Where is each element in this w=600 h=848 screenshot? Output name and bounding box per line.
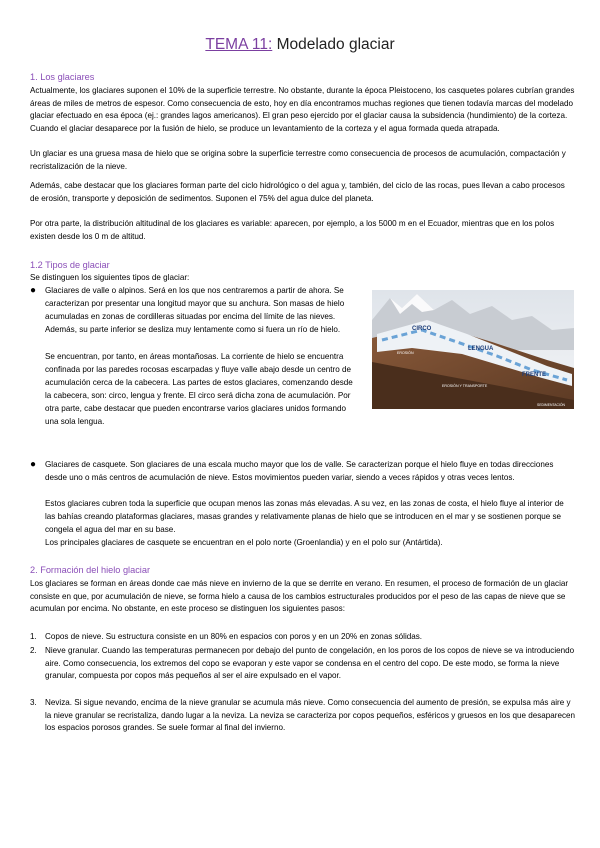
paragraph-glaciares-4: Por otra parte, la distribución altitudinal de los glaciares es variable: aparecen, por ejemplo, a los 5000 m en el Ecuador, mientras que en los polos existen desde los 0 m de altitud. xyxy=(30,219,555,241)
label-transporte: EROSIÓN Y TRANSPORTE xyxy=(442,384,488,388)
section-heading-glaciares: 1. Los glaciares xyxy=(30,72,95,82)
bullet-valle-cont: Se encuentran, por tanto, en áreas montañosas. La corriente de hielo se encuentra confinada por las paredes rocosas escarpadas y fluye valle abajo desde un centro de acumulación cerca de la cabecera. Las partes de estos glaciares, comenzando desde la cabecera, son: circo, lengua y frente. El circo será dicha zona de acumulación. Por otra parte, cabe destacar que pueden encontrarse varios glaciares unidos formando una sola lengua. xyxy=(45,352,353,426)
section-heading-tipos: 1.2 Tipos de glaciar xyxy=(30,260,110,270)
title-number: TEMA 11: xyxy=(205,36,273,53)
list-item-nieve-granular: Nieve granular. Cuando las temperaturas permanecen por debajo del punto de congelación, en los poros de los copos de nieve se va introduciendo aire. Como consecuencia, los extremos del copo se evaporan y este vapor se condensa en el centro del copo. De este modo, se forma la nieve granular, compuesta por copos más pequeños al ser el aire expulsado en el vapor. xyxy=(45,646,575,681)
paragraph-glaciares-2: Un glaciar es una gruesa masa de hielo que se origina sobre la superficie terrestre como consecuencia de procesos de acumulación, compactación y recristalización de la nieve. xyxy=(30,149,566,171)
paragraph-formacion: Los glaciares se forman en áreas donde cae más nieve en invierno de la que se derrite en verano. En resumen, el proceso de formación de un glaciar consiste en que, por acumulación de nieve, se forma hielo a causa de los cambios estructurales producidos por el peso de las capas de nieve que se acumulan por encima. No obstante, en este proceso se distinguen los siguientes pasos: xyxy=(30,579,569,614)
tipos-intro: Se distinguen los siguientes tipos de glaciar: xyxy=(30,273,190,282)
glacier-diagram-illustration xyxy=(372,290,574,409)
bullet-casquete-cont: Estos glaciares cubren toda la superficie que ocupan menos las zonas más elevadas. A su vez, en las zonas de costa, el hielo fluye al interior de las bahías creando plataformas glaciares, masas grandes y relativamente planas de hielo que se introducen en el mar y se sostienen porque se congela el agua del mar en su base. xyxy=(45,499,564,534)
bullet-marker: ● xyxy=(30,285,37,296)
bullet-casquete-polos: Los principales glaciares de casquete se encuentran en el polo norte (Groenlandia) y en el polo sur (Antártida). xyxy=(45,538,443,547)
list-number: 1. xyxy=(30,632,37,641)
list-item-copos: Copos de nieve. Su estructura consiste en un 80% en espacios con poros y en un 20% en zonas sólidas. xyxy=(45,632,423,641)
label-circo: CIRCO xyxy=(412,326,432,332)
label-lengua: LENGUA xyxy=(468,346,494,352)
bullet-valle: Glaciares de valle o alpinos. Será en los que nos centraremos a partir de ahora. Se caracterizan por presentar una longitud mayor que su anchura. Son masas de hielo acumuladas en zonas de cordilleras situadas por encima del límite de las nieves. Además, su parte inferior se desliza muy lentamente como si fuera un río de hielo. xyxy=(45,286,345,334)
list-number: 2. xyxy=(30,646,37,655)
bullet-marker: ● xyxy=(30,459,37,470)
paragraph-glaciares-1: Actualmente, los glaciares suponen el 10% de la superficie terrestre. No obstante, durante la época Pleistoceno, los casquetes polares cubrían grandes áreas de miles de metros de espesor. Como consecuencia de esto, hoy en día encontramos muchas regiones que tienen todavía marcas del modelado glaciar efectuado en esa época (ej.: grandes lagos americanos). El gran peso ejercido por el glaciar causa la subsidencia (hundimiento) de la corteza. Cuando el glaciar desaparece por la fusión de hielo, se produce un levantamiento de la corteza y el agua formada queda atrapada. xyxy=(30,86,575,133)
paragraph-glaciares-3: Además, cabe destacar que los glaciares forman parte del ciclo hidrológico o del agua y, también, del ciclo de las rocas, pues llevan a cabo procesos de erosión, transporte y deposición de sedimentos. Suponen el 75% del agua dulce del planeta. xyxy=(30,181,565,203)
title-text: Modelado glaciar xyxy=(272,36,395,53)
page-title xyxy=(0,36,600,54)
bullet-casquete: Glaciares de casquete. Son glaciares de una escala mucho mayor que los de valle. Se caracterizan porque el hielo fluye en todas direcciones desde uno o más centros de acumulación de nieve. Estos movimientos pueden variar, siendo a veces rápidos y otras veces lentos. xyxy=(45,460,554,482)
label-sedimentacion: SEDIMENTACIÓN xyxy=(537,403,566,407)
list-item-neviza: Neviza. Si sigue nevando, encima de la nieve granular se acumula más nieve. Como consecuencia del aumento de presión, se expulsa más aire y la nieve granular se recristaliza, dando lugar a la neviza. La neviza se caracteriza por copos pequeños, esféricos y gruesos en los que desaparecen los espacios porosos grandes. Se suele formar al final del invierno. xyxy=(45,698,576,733)
section-heading-formacion: 2. Formación del hielo glaciar xyxy=(30,565,151,575)
label-frente: FRENTE xyxy=(522,372,546,378)
label-erosion: EROSIÓN xyxy=(397,351,414,355)
list-number: 3. xyxy=(30,698,37,707)
